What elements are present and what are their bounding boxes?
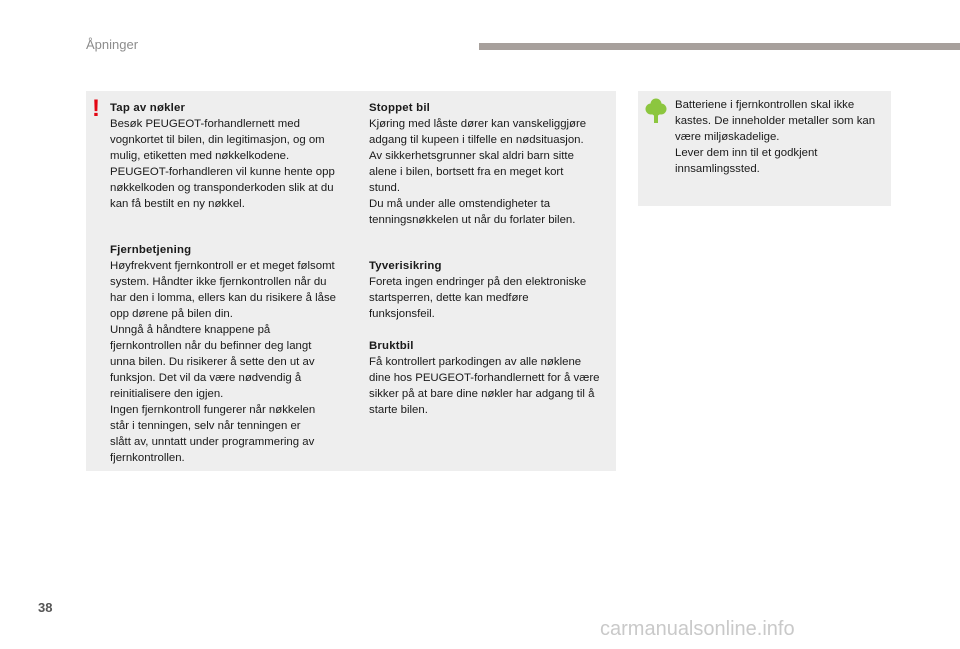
stopped-car-text: Kjøring med låste dører kan vanskeliggjøre adgang til kupeen i tilfelle en nødsituasjon. Av sikkerhetsgrunner skal aldri barn sitte alene i bilen, bortsett fra en meget kort stund. Du må under alle omstendigheter ta tenningsnøkkelen ut når du forlater bilen. [369, 118, 587, 226]
anti-theft-text: Foreta ingen endringer på den elektroniske startsperren, dette kan medføre funksjonsfeil. [369, 276, 587, 320]
warning-column-1 [110, 100, 355, 466]
environment-text: Batteriene i fjernkontrollen skal ikke kastes. De inneholder metaller som kan være miljøskadelige. Lever dem inn til et godkjent innsamlingssted. [675, 99, 876, 175]
remote-control-text: Høyfrekvent fjernkontroll er et meget følsomt system. Håndter ikke fjernkontrollen når du har den i lomma, ellers kan du risikere å låse opp dørene på bilen din. Unngå å håndtere knappene på fjernkontrollen når du befinner deg langt unna bilen. Du risikerer å sette den ut av funksjon. Det vil da være nødvendig å reinitialisere den igjen. Ingen fjernkontroll fungerer når nøkkelen står i tenningen, selv når tenningen er slått av, unntatt under programmering av fjernkontrollen. [110, 260, 337, 464]
lost-keys-heading: Tap av nøkler [110, 102, 186, 114]
watermark: carmanualsonline.info [600, 618, 795, 640]
section-title: Åpninger [86, 37, 139, 52]
anti-theft-heading: Tyverisikring [369, 260, 442, 272]
used-car-text: Få kontrollert parkodingen av alle nøklene dine hos PEUGEOT-forhandlernett for å være sikker på at bare dine nøkler har adgang til å starte bilen. [369, 356, 600, 416]
warning-icon: ! [92, 95, 100, 122]
environment-text-block [675, 97, 887, 177]
header-bar [479, 43, 960, 50]
stopped-car-heading: Stoppet bil [369, 102, 431, 114]
used-car-heading: Bruktbil [369, 340, 414, 352]
remote-control-heading: Fjernbetjening [110, 244, 192, 256]
tree-icon [645, 98, 667, 124]
page-number: 38 [38, 600, 53, 615]
warning-column-2 [369, 100, 609, 418]
lost-keys-text: Besøk PEUGEOT-forhandlernett med vognkortet til bilen, din legitimasjon, og om mulig, etiketten med nøkkelkodene. PEUGEOT-forhandleren vil kunne hente opp nøkkelkoden og transponderkoden slik at du kan få bestilt en ny nøkkel. [110, 118, 335, 210]
